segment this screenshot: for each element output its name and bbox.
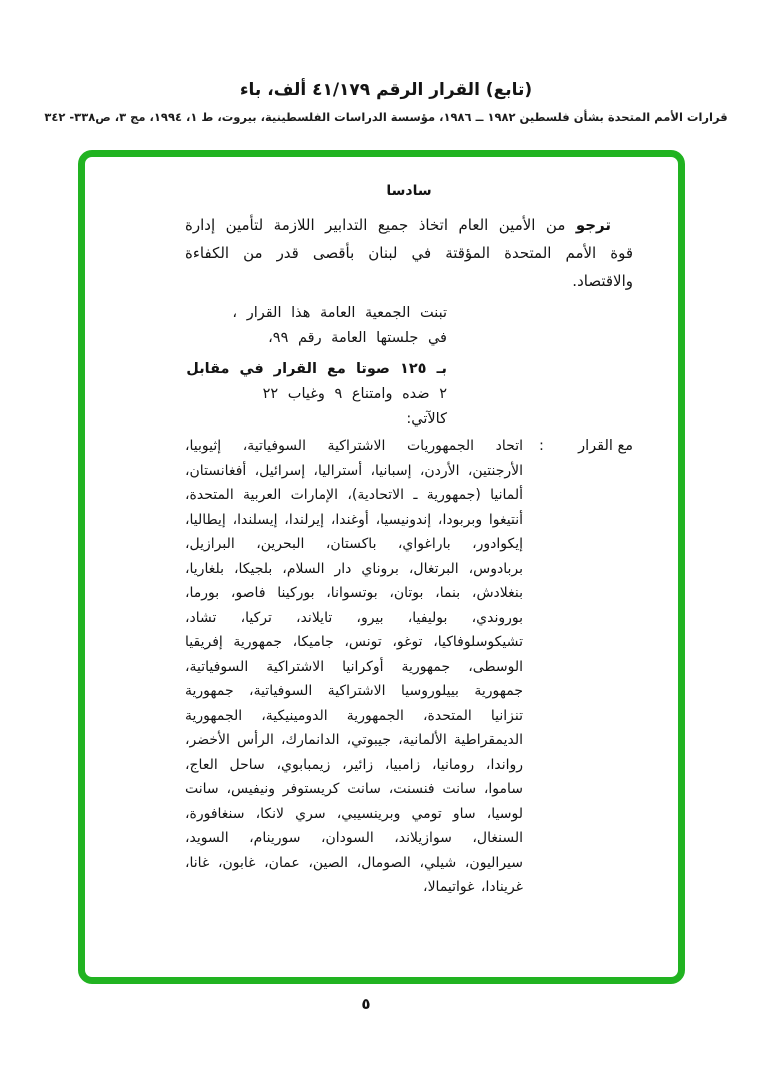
vote-detail-colon: : [539, 438, 544, 454]
operative-paragraph-lead: ترجو [575, 216, 611, 234]
operative-paragraph [185, 211, 633, 295]
content-frame [78, 150, 685, 984]
adoption-line-1: تبنت الجمعية العامة هذا القرار ، [232, 305, 447, 321]
source-citation: قرارات الأمم المتحدة بشأن فلسطين ١٩٨٢ ــ ١٩٨٦، مؤسسة الدراسات الفلسطينية، بيروت، ط ١، ١٩٩٤، مج ٣، ص٣٣٨- ٣٤٢ [44, 110, 728, 124]
vote-detail-row [185, 434, 633, 900]
operative-paragraph-text: من الأمين العام اتخاذ جميع التدابير اللازمة لتأمين إدارة قوة الأمم المتحدة المؤقتة في لبنان بأقصى قدر من الكفاءة والاقتصاد. [185, 216, 633, 290]
section-heading: سادسا [386, 183, 432, 199]
vote-summary-line-3: كالآتي: [406, 411, 447, 427]
adoption-line-2: في جلستها العامة رقم ٩٩، [268, 330, 447, 346]
page-title: (تابع) القرار الرقم ٤١/١٧٩ ألف، باء [239, 80, 533, 100]
vote-countries-text: اتحاد الجمهوريات الاشتراكية السوفياتية، إثيوبيا، الأرجنتين، الأردن، إسبانيا، أستراليا، إسرائيل، أفغانستان، ألمانيا (جمهورية ـ الاتحادية)، الإمارات العربية المتحدة، أنتيغوا وبربودا، إندونيسيا، أوغندا، إيرلندا، إيسلندا، إيطاليا، إيكوادور، باراغواي، باكستان، البحرين، البرازيل، بربادوس، البرتغال، بروناي دار السلام، بلجيكا، بلغاريا، بنغلادش، بنما، بوتان، بوتسوانا، بوركينا فاصو، بورما، بوروندي، بوليفيا، بيرو، تايلاند، تركيا، تشاد، تشيكوسلوفاكيا، توغو، تونس، جاميكا، جمهورية إفريقيا الوسطى، جمهورية أوكرانيا الاشتراكية السوفياتية، جمهورية بييلوروسيا الاشتراكية السوفياتية، جمهورية تنزانيا المتحدة، الجمهورية الدومينيكية، الجمهورية الديمقراطية الألمانية، جيبوتي، الدانمارك، الرأس الأخضر، رواندا، رومانيا، زامبيا، زائير، زيمبابوي، ساحل العاج، ساموا، سانت فنسنت، سانت كريستوفر ونيفيس، سانت لوسيا، ساو تومي وبرينسيبي، سري لانكا، سنغافورة، السنغال، سوازيلاند، السودان، سورينام، السويد، سيراليون، شيلي، الصومال، الصين، عمان، غابون، غانا، غرينادا، غواتيمالا، [185, 438, 523, 895]
vote-detail-label-text: مع القرار [578, 438, 633, 454]
vote-detail-label [533, 434, 633, 459]
page-number: ٥ [361, 995, 371, 1013]
adoption-block [185, 301, 447, 432]
vote-summary-line-1: بـ ١٢٥ صوتا مع القرار في مقابل [186, 361, 447, 377]
vote-summary-line-2: ٢ ضده وامتناع ٩ وغياب ٢٢ [262, 386, 447, 402]
frame-inner [85, 157, 678, 977]
